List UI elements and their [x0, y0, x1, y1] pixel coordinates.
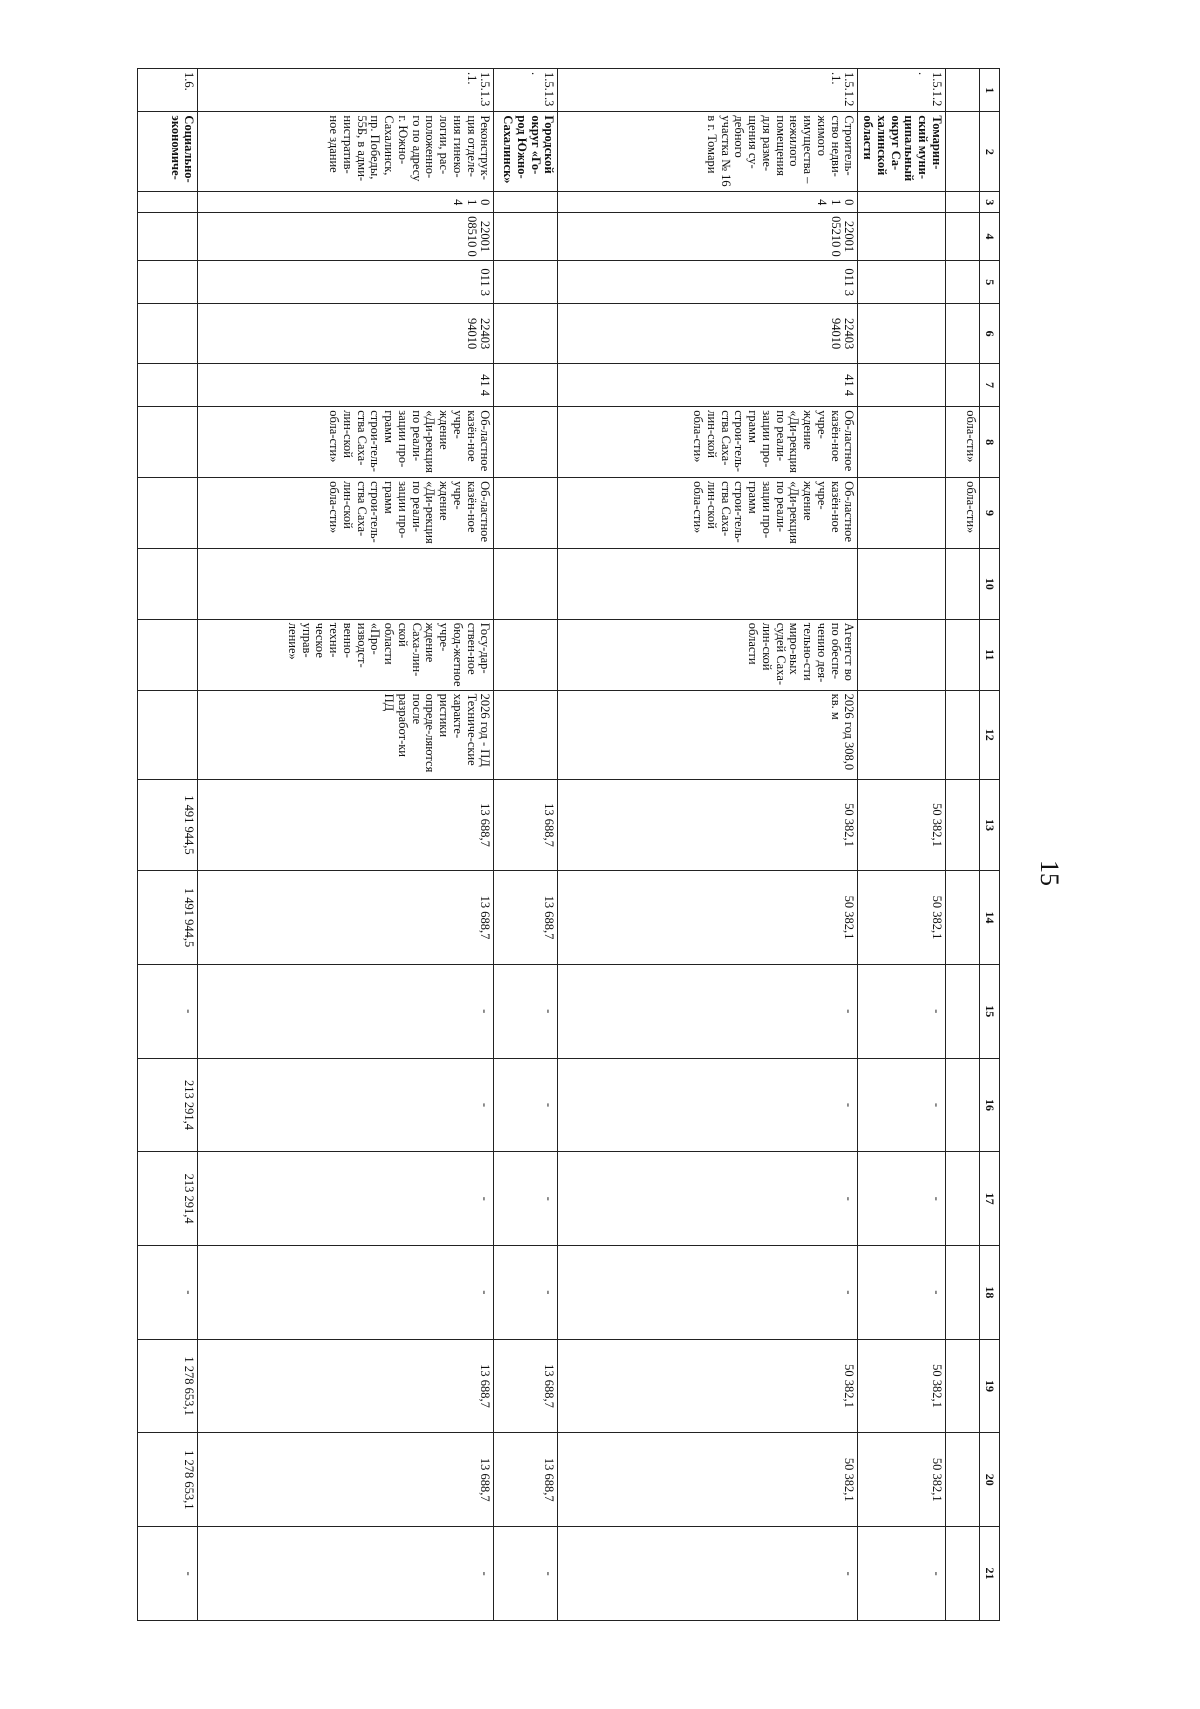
cell-col-2: Томарин-ский муни-ципальный округ Са-халинской области: [858, 112, 946, 192]
cell-col-6: [945, 304, 979, 363]
cell-col-13: [945, 779, 979, 870]
cell-col-5: 011 3: [558, 260, 858, 303]
cell-col-4: [858, 212, 946, 260]
cell-col-15: -: [858, 964, 946, 1058]
cell-col-9: [494, 478, 558, 549]
cell-col-3: [945, 192, 979, 213]
cell-col-11: [858, 619, 946, 690]
column-header-20: 20: [979, 1433, 999, 1527]
cell-col-17: -: [494, 1152, 558, 1246]
cell-col-8: [494, 407, 558, 478]
cell-col-5: [494, 260, 558, 303]
cell-col-9: обла-сти»: [945, 478, 979, 549]
cell-col-5: [858, 260, 946, 303]
cell-col-15: -: [198, 964, 494, 1058]
cell-col-20: 50 382,1: [858, 1433, 946, 1527]
cell-col-1: 1.5.1.2.: [858, 69, 946, 112]
column-header-8: 8: [979, 407, 999, 478]
cell-col-16: -: [198, 1058, 494, 1152]
cell-col-20: [945, 1433, 979, 1527]
cell-col-21: -: [198, 1527, 494, 1621]
column-header-4: 4: [979, 212, 999, 260]
cell-col-8: [138, 407, 198, 478]
cell-col-6: 22403 94010: [558, 304, 858, 363]
cell-col-3: [138, 192, 198, 213]
cell-col-2: Реконструк-ция отделе-ния гинеко-логии, рас-положенно-го по адресу г. Южно-Сахалинск, пр. Победы, 55Б, в адми-нистратив-ное здание: [198, 112, 494, 192]
cell-col-18: -: [494, 1246, 558, 1340]
column-header-21: 21: [979, 1527, 999, 1621]
table-row: [558, 69, 858, 1621]
cell-col-9: Об-ластное казён-ное учре-ждение «Ди-рекция по реали-зации про-грамм строи-тель-ства Саха-лин-ской обла-сти»: [198, 478, 494, 549]
cell-col-10: [138, 548, 198, 619]
cell-col-10: [558, 548, 858, 619]
cell-col-7: [858, 363, 946, 406]
column-header-17: 17: [979, 1152, 999, 1246]
cell-col-17: -: [558, 1152, 858, 1246]
cell-col-5: 011 3: [198, 260, 494, 303]
cell-col-19: 13 688,7: [198, 1339, 494, 1433]
cell-col-21: -: [558, 1527, 858, 1621]
cell-col-8: Об-ластное казён-ное учре-ждение «Ди-рекция по реали-зации про-грамм строи-тель-ства Саха-лин-ской обла-сти»: [558, 407, 858, 478]
cell-col-11: [138, 619, 198, 690]
cell-col-5: [945, 260, 979, 303]
cell-col-8: Об-ластное казён-ное учре-ждение «Ди-рекция по реали-зации про-грамм строи-тель-ства Саха-лин-ской обла-сти»: [198, 407, 494, 478]
column-header-7: 7: [979, 363, 999, 406]
cell-col-1: 1.5.1.3.1.: [198, 69, 494, 112]
cell-col-18: -: [558, 1246, 858, 1340]
cell-col-10: [945, 548, 979, 619]
cell-col-15: -: [494, 964, 558, 1058]
cell-col-21: -: [138, 1527, 198, 1621]
cell-col-21: -: [858, 1527, 946, 1621]
cell-col-12: 2026 год 308,0 кв. м: [558, 690, 858, 779]
column-header-9: 9: [979, 478, 999, 549]
cell-col-19: 50 382,1: [858, 1339, 946, 1433]
column-header-14: 14: [979, 871, 999, 965]
cell-col-13: 13 688,7: [494, 779, 558, 870]
cell-col-5: [138, 260, 198, 303]
table-row: [858, 69, 946, 1621]
cell-col-19: [945, 1339, 979, 1433]
table-row: [494, 69, 558, 1621]
cell-col-18: [945, 1246, 979, 1340]
column-header-13: 13: [979, 779, 999, 870]
cell-col-2: Городской округ «Го-род Южно-Сахалинск»: [494, 112, 558, 192]
cell-col-13: 50 382,1: [858, 779, 946, 870]
cell-col-7: 41 4: [198, 363, 494, 406]
table-row: [198, 69, 494, 1621]
cell-col-8: обла-сти»: [945, 407, 979, 478]
page-number: 15: [1035, 860, 1064, 886]
column-header-12: 12: [979, 690, 999, 779]
cell-col-3: 0 1 4: [198, 192, 494, 213]
cell-col-19: 1 278 653,1: [138, 1339, 198, 1433]
cell-col-15: -: [138, 964, 198, 1058]
cell-col-17: [945, 1152, 979, 1246]
cell-col-14: 50 382,1: [558, 871, 858, 965]
column-header-11: 11: [979, 619, 999, 690]
cell-col-6: [858, 304, 946, 363]
cell-col-17: -: [198, 1152, 494, 1246]
header-row: [979, 69, 999, 1621]
cell-col-20: 50 382,1: [558, 1433, 858, 1527]
column-header-2: 2: [979, 112, 999, 192]
column-header-16: 16: [979, 1058, 999, 1152]
cell-col-21: -: [494, 1527, 558, 1621]
cell-col-4: 22001 08510 0: [198, 212, 494, 260]
cell-col-6: 22403 94010: [198, 304, 494, 363]
cell-col-16: 213 291,4: [138, 1058, 198, 1152]
cell-col-4: 22001 05210 0: [558, 212, 858, 260]
cell-col-2: Социально-экономиче-: [138, 112, 198, 192]
cell-col-20: 13 688,7: [494, 1433, 558, 1527]
cell-col-17: -: [858, 1152, 946, 1246]
cell-col-19: 50 382,1: [558, 1339, 858, 1433]
cell-col-12: [494, 690, 558, 779]
cell-col-15: -: [558, 964, 858, 1058]
cell-col-14: 50 382,1: [858, 871, 946, 965]
cell-col-21: [945, 1527, 979, 1621]
cell-col-14: 13 688,7: [198, 871, 494, 965]
cell-col-7: 41 4: [558, 363, 858, 406]
budget-table: [137, 68, 1000, 1621]
cell-col-17: 213 291,4: [138, 1152, 198, 1246]
column-header-5: 5: [979, 260, 999, 303]
cell-col-16: -: [858, 1058, 946, 1152]
cell-col-11: Госу-дар-ствен-ное бюд-жетное учре-ждение Саха-лин-ской области «Про-изводст-венно-техни-ческое управ-ление»: [198, 619, 494, 690]
cell-col-16: [945, 1058, 979, 1152]
cell-col-18: -: [138, 1246, 198, 1340]
cell-col-12: [945, 690, 979, 779]
cell-col-7: [138, 363, 198, 406]
cell-col-9: [858, 478, 946, 549]
cell-col-10: [198, 548, 494, 619]
column-header-1: 1: [979, 69, 999, 112]
cell-col-16: -: [494, 1058, 558, 1152]
cell-col-4: [138, 212, 198, 260]
cell-col-8: [858, 407, 946, 478]
column-header-3: 3: [979, 192, 999, 213]
cell-col-11: [494, 619, 558, 690]
cell-col-13: 50 382,1: [558, 779, 858, 870]
cell-col-12: 2026 год - ПД Техниче-ские характе-ристики опреде-ляются после разработ-ки ПД: [198, 690, 494, 779]
cell-col-1: 1.5.1.2.1.: [558, 69, 858, 112]
cell-col-11: Агентст во по обеспе-чению дея-тельно-сти миро-вых судей Саха-лин-ской области: [558, 619, 858, 690]
cell-col-9: Об-ластное казён-ное учре-ждение «Ди-рекция по реали-зации про-грамм строи-тель-ства Саха-лин-ской обла-сти»: [558, 478, 858, 549]
cell-col-14: [945, 871, 979, 965]
cell-col-13: 13 688,7: [198, 779, 494, 870]
cell-col-18: -: [198, 1246, 494, 1340]
cell-col-6: [138, 304, 198, 363]
cell-col-2: Строитель-ство недви-жимого имущества – нежилого помещения для разме-щения су-дебного участка № 16 в г. Томари: [558, 112, 858, 192]
cell-col-15: [945, 964, 979, 1058]
cell-col-7: [945, 363, 979, 406]
cell-col-1: [945, 69, 979, 112]
cell-col-19: 13 688,7: [494, 1339, 558, 1433]
cell-col-14: 1 491 944,5: [138, 871, 198, 965]
cell-col-13: 1 491 944,5: [138, 779, 198, 870]
column-header-15: 15: [979, 964, 999, 1058]
cell-col-4: [494, 212, 558, 260]
cell-col-3: [494, 192, 558, 213]
column-header-10: 10: [979, 548, 999, 619]
cell-col-16: -: [558, 1058, 858, 1152]
column-header-19: 19: [979, 1339, 999, 1433]
cell-col-14: 13 688,7: [494, 871, 558, 965]
cell-col-10: [494, 548, 558, 619]
column-header-6: 6: [979, 304, 999, 363]
table-row: [945, 69, 979, 1621]
column-header-18: 18: [979, 1246, 999, 1340]
rotated-table-container: [90, 68, 1000, 1621]
cell-col-10: [858, 548, 946, 619]
cell-col-11: [945, 619, 979, 690]
cell-col-9: [138, 478, 198, 549]
table-row: [138, 69, 198, 1621]
cell-col-3: [858, 192, 946, 213]
cell-col-20: 13 688,7: [198, 1433, 494, 1527]
cell-col-3: 0 1 4: [558, 192, 858, 213]
cell-col-20: 1 278 653,1: [138, 1433, 198, 1527]
cell-col-1: 1.6.: [138, 69, 198, 112]
cell-col-2: [945, 112, 979, 192]
cell-col-12: [138, 690, 198, 779]
cell-col-1: 1.5.1.3.: [494, 69, 558, 112]
cell-col-12: [858, 690, 946, 779]
cell-col-18: -: [858, 1246, 946, 1340]
cell-col-4: [945, 212, 979, 260]
cell-col-6: [494, 304, 558, 363]
cell-col-7: [494, 363, 558, 406]
